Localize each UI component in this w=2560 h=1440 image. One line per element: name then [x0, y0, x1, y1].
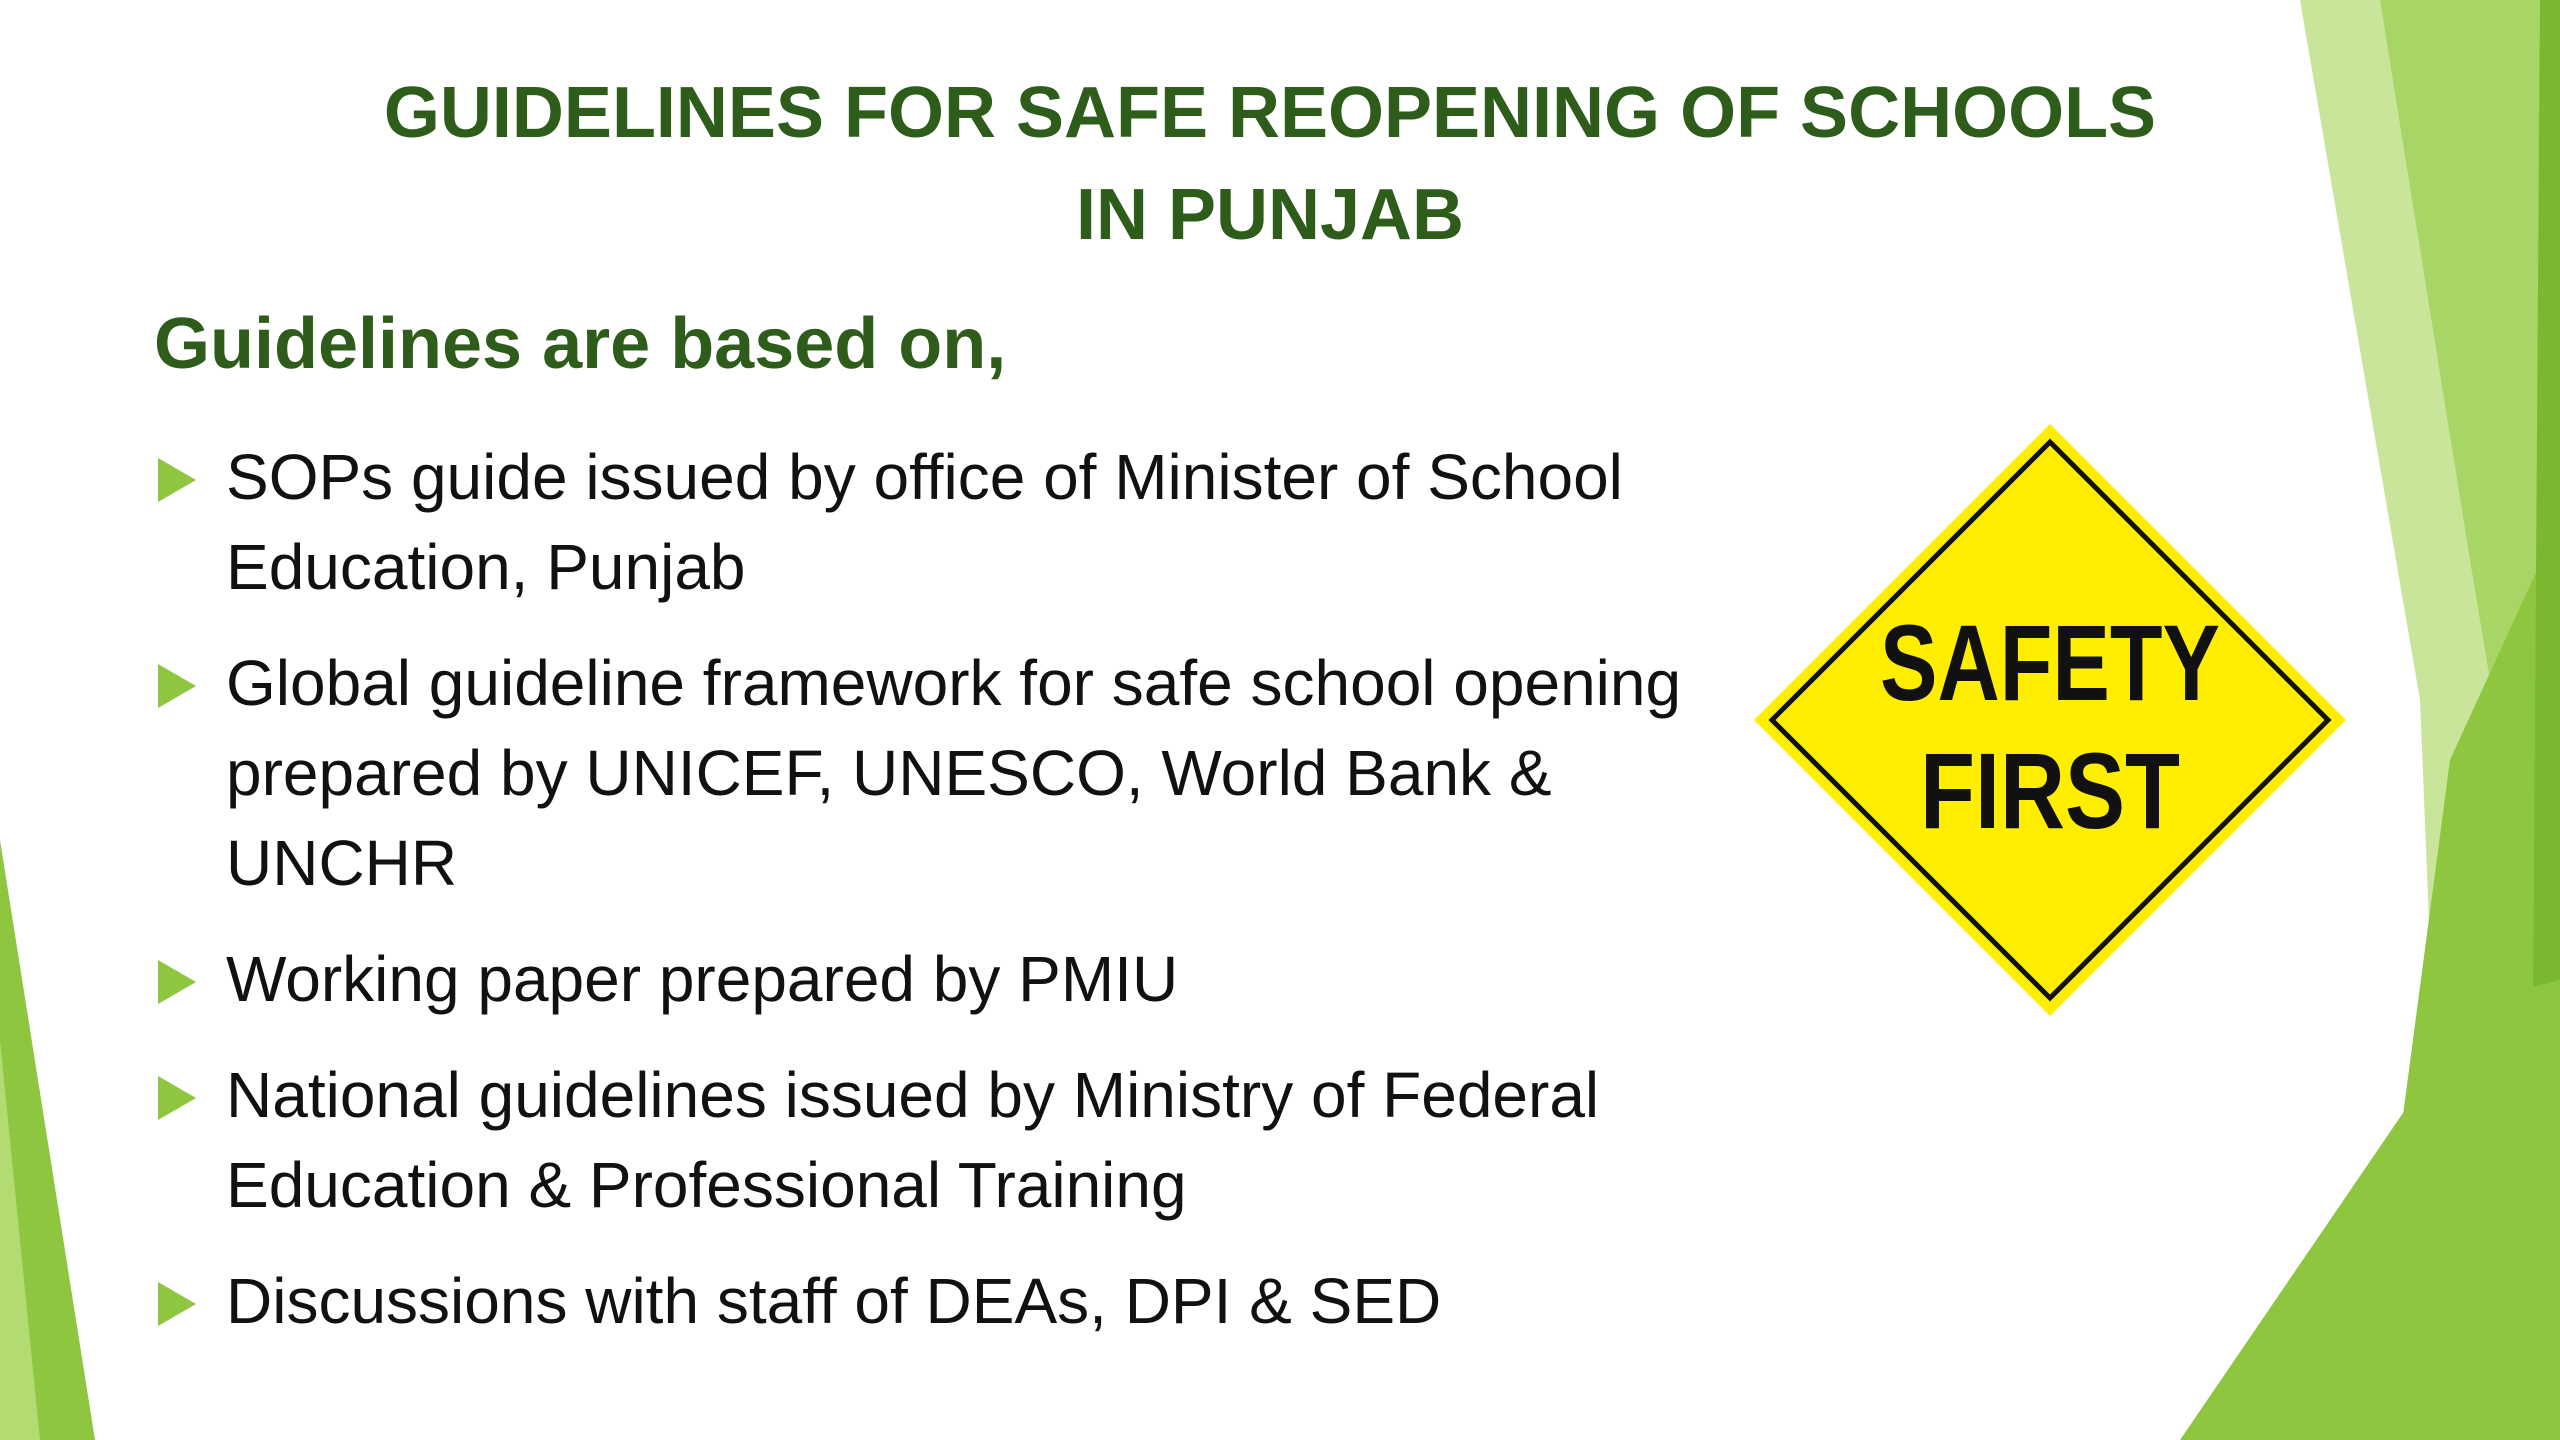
triangle-right-icon — [158, 458, 196, 502]
subtitle: Guidelines are based on, — [154, 304, 1007, 384]
list-item — [154, 1256, 1734, 1346]
bullet-text: SOPs guide issued by office of Minister of School Education, Punjab — [226, 441, 1623, 603]
bullet-text: Discussions with staff of DEAs, DPI & SED — [226, 1265, 1442, 1337]
triangle-right-icon — [158, 960, 196, 1004]
bullet-text: Global guideline framework for safe school opening prepared by UNICEF, UNESCO, World Bank & UNCHR — [226, 647, 1682, 899]
sign-line-2: FIRST — [1920, 730, 2180, 851]
bullet-list — [154, 432, 1734, 1372]
bullet-text: National guidelines issued by Ministry of Federal Education & Professional Training — [226, 1059, 1600, 1221]
list-item — [154, 638, 1734, 908]
list-item — [154, 934, 1734, 1024]
bullet-text: Working paper prepared by PMIU — [226, 943, 1179, 1015]
list-item — [154, 432, 1734, 612]
list-item — [154, 1050, 1734, 1230]
right-shard-bottom — [2180, 980, 2560, 1440]
safety-first-sign — [1750, 420, 2350, 1020]
triangle-right-icon — [158, 1282, 196, 1326]
page-title: GUIDELINES FOR SAFE REOPENING OF SCHOOLS IN PUNJAB — [383, 73, 2157, 255]
triangle-right-icon — [158, 1076, 196, 1120]
sign-line-1: SAFETY — [1880, 602, 2220, 723]
triangle-right-icon — [158, 664, 196, 708]
